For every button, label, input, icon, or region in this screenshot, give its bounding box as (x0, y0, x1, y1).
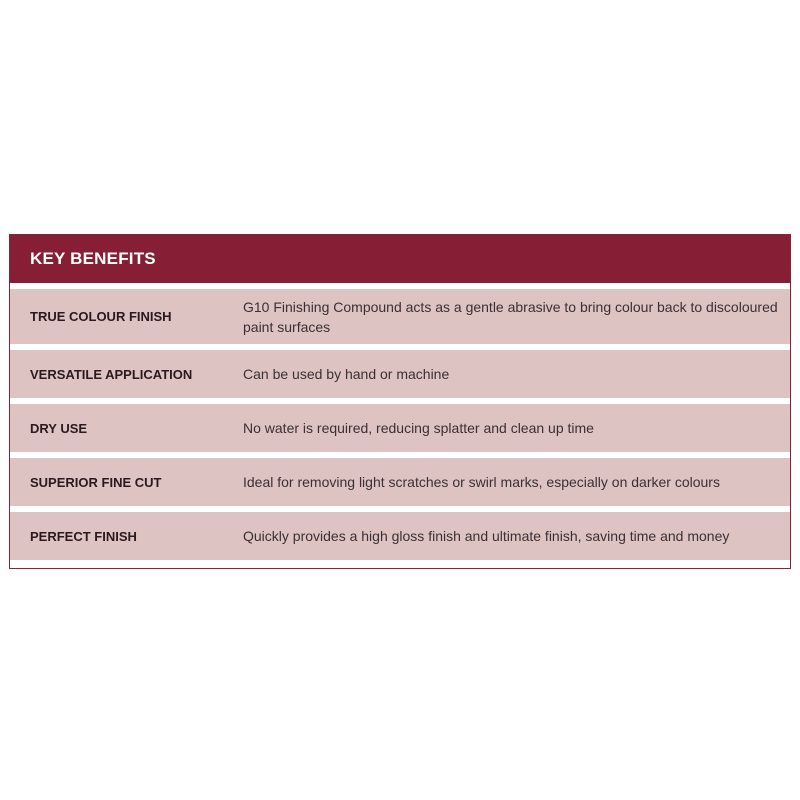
benefits-list (10, 283, 790, 560)
benefit-label: PERFECT FINISH (30, 528, 137, 544)
key-benefits-panel (9, 234, 791, 569)
benefit-description: No water is required, reducing splatter and clean up time (243, 420, 594, 436)
benefit-row-versatile-application (10, 350, 790, 398)
benefit-label: SUPERIOR FINE CUT (30, 474, 162, 490)
benefit-label: DRY USE (30, 420, 88, 436)
benefit-description: G10 Finishing Compound acts as a gentle abrasive to bring colour back to discoloured paint surfaces (243, 298, 778, 335)
benefit-description: Quickly provides a high gloss finish and ultimate finish, saving time and money (243, 528, 730, 544)
key-benefits-title: KEY BENEFITS (30, 249, 156, 268)
benefit-label: TRUE COLOUR FINISH (30, 309, 172, 324)
key-benefits-header (10, 235, 790, 283)
benefit-description: Can be used by hand or machine (243, 366, 450, 382)
benefit-label: VERSATILE APPLICATION (30, 366, 193, 382)
benefit-row-perfect-finish (10, 512, 790, 560)
benefit-row-superior-fine-cut (10, 458, 790, 506)
benefit-description: Ideal for removing light scratches or swirl marks, especially on darker colours (243, 474, 720, 490)
benefit-row-dry-use (10, 404, 790, 452)
benefit-row-true-colour-finish (10, 289, 790, 344)
